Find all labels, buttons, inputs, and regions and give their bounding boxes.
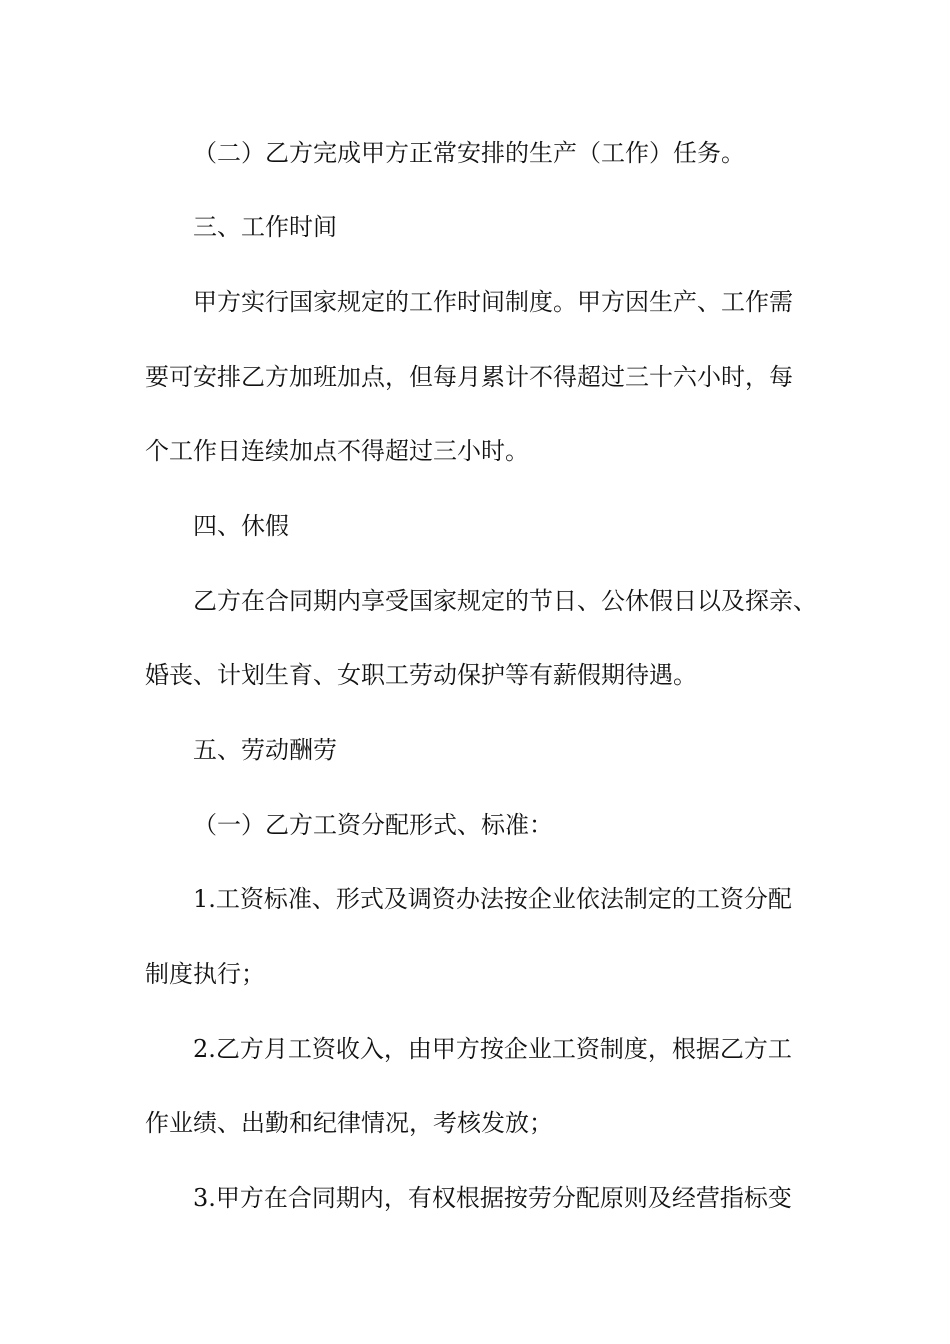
list-item-line: 1.工资标准、形式及调资办法按企业依法制定的工资分配 xyxy=(193,885,792,913)
section-heading: 三、工作时间 xyxy=(193,213,337,241)
paragraph-line: 乙方在合同期内享受国家规定的节日、公休假日以及探亲、 xyxy=(193,587,817,615)
list-item-line: 3.甲方在合同期内，有权根据按劳分配原则及经营指标变 xyxy=(193,1184,792,1212)
paragraph-line: 个工作日连续加点不得超过三小时。 xyxy=(145,437,529,465)
paragraph-line: 要可安排乙方加班加点，但每月累计不得超过三十六小时，每 xyxy=(145,363,793,391)
list-item-line: 制度执行； xyxy=(145,960,265,988)
section-heading: 五、劳动酬劳 xyxy=(193,736,337,764)
subsection-heading: （一）乙方工资分配形式、标准： xyxy=(193,811,553,839)
paragraph-line: （二）乙方完成甲方正常安排的生产（工作）任务。 xyxy=(193,139,745,167)
paragraph-line: 甲方实行国家规定的工作时间制度。甲方因生产、工作需 xyxy=(193,288,793,316)
list-item-line: 作业绩、出勤和纪律情况，考核发放； xyxy=(145,1109,553,1137)
list-item-line: 2.乙方月工资收入，由甲方按企业工资制度，根据乙方工 xyxy=(193,1035,792,1063)
section-heading: 四、休假 xyxy=(193,512,289,540)
paragraph-line: 婚丧、计划生育、女职工劳动保护等有薪假期待遇。 xyxy=(145,661,697,689)
